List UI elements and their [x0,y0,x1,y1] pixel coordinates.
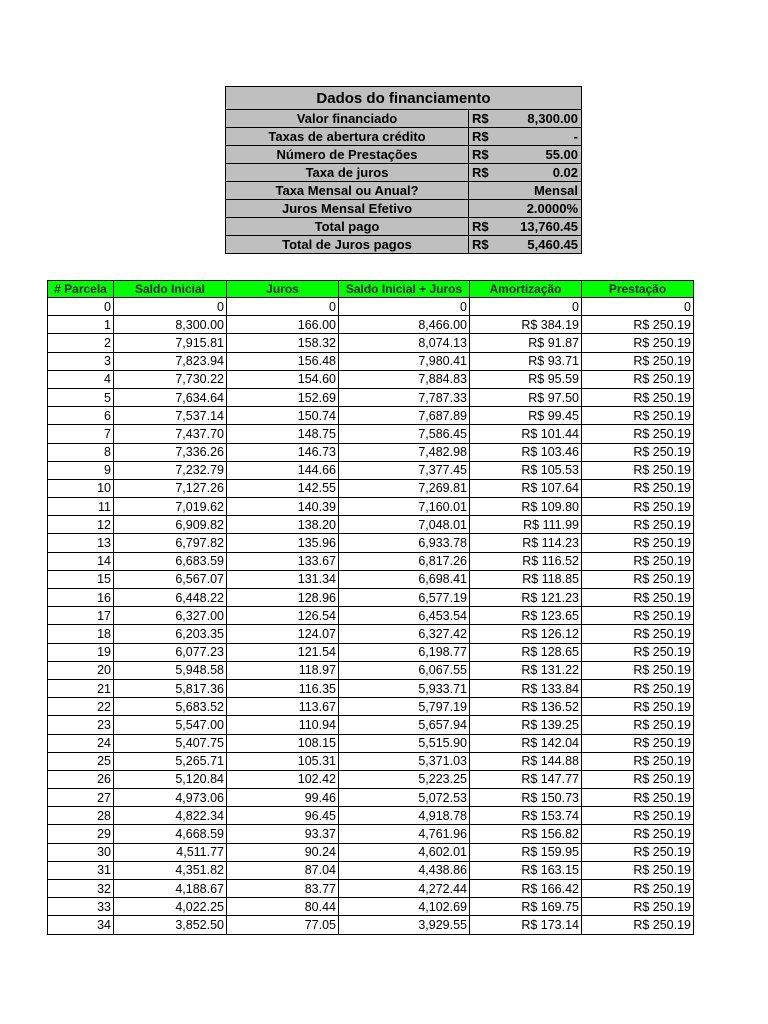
cell-saldo-juros: 5,797.19 [339,698,470,716]
cell-juros: 99.46 [227,789,339,807]
cell-saldo-inicial: 6,448.22 [114,589,227,607]
cell-parcela: 33 [48,898,114,916]
cell-amortizacao: R$ 163.15 [470,861,582,879]
cell-juros: 113.67 [227,698,339,716]
cell-juros: 108.15 [227,734,339,752]
cell-juros: 166.00 [227,316,339,334]
cell-saldo-juros: 6,198.77 [339,643,470,661]
cell-saldo-inicial: 4,022.25 [114,898,227,916]
summary-label: Valor financiado [226,110,469,128]
cell-saldo-inicial: 4,973.06 [114,789,227,807]
summary-row [226,182,582,200]
cell-saldo-juros: 3,929.55 [339,916,470,934]
cell-parcela: 24 [48,734,114,752]
cell-juros: 128.96 [227,589,339,607]
table-row [48,352,694,370]
cell-juros: 126.54 [227,607,339,625]
cell-prestacao: 0 [582,298,694,316]
table-row [48,298,694,316]
summary-row [226,200,582,218]
cell-prestacao: R$ 250.19 [582,370,694,388]
summary-title: Dados do financiamento [226,87,582,110]
cell-prestacao: R$ 250.19 [582,388,694,406]
cell-saldo-juros: 7,048.01 [339,516,470,534]
cell-prestacao: R$ 250.19 [582,643,694,661]
cell-prestacao: R$ 250.19 [582,352,694,370]
cell-saldo-juros: 5,072.53 [339,789,470,807]
cell-saldo-inicial: 7,437.70 [114,425,227,443]
cell-parcela: 5 [48,388,114,406]
cell-amortizacao: R$ 144.88 [470,752,582,770]
cell-saldo-juros: 6,698.41 [339,570,470,588]
cell-saldo-juros: 5,223.25 [339,770,470,788]
cell-parcela: 16 [48,589,114,607]
cell-saldo-juros: 8,466.00 [339,316,470,334]
table-row [48,643,694,661]
cell-juros: 158.32 [227,334,339,352]
cell-saldo-inicial: 4,511.77 [114,843,227,861]
summary-title-row [226,87,582,110]
cell-saldo-juros: 4,602.01 [339,843,470,861]
cell-prestacao: R$ 250.19 [582,479,694,497]
table-row [48,752,694,770]
cell-amortizacao: R$ 107.64 [470,479,582,497]
cell-saldo-inicial: 0 [114,298,227,316]
cell-amortizacao: R$ 150.73 [470,789,582,807]
cell-juros: 0 [227,298,339,316]
table-row [48,698,694,716]
cell-prestacao: R$ 250.19 [582,461,694,479]
summary-currency: R$ [469,164,509,182]
cell-juros: 156.48 [227,352,339,370]
cell-parcela: 30 [48,843,114,861]
cell-prestacao: R$ 250.19 [582,498,694,516]
cell-saldo-juros: 8,074.13 [339,334,470,352]
summary-value: 13,760.45 [509,218,582,236]
cell-saldo-inicial: 5,120.84 [114,770,227,788]
cell-parcela: 23 [48,716,114,734]
cell-prestacao: R$ 250.19 [582,770,694,788]
cell-saldo-inicial: 6,077.23 [114,643,227,661]
cell-prestacao: R$ 250.19 [582,698,694,716]
cell-prestacao: R$ 250.19 [582,625,694,643]
table-row [48,625,694,643]
financing-summary-table [225,86,582,254]
cell-saldo-juros: 6,933.78 [339,534,470,552]
cell-saldo-inicial: 4,822.34 [114,807,227,825]
cell-saldo-inicial: 7,336.26 [114,443,227,461]
table-row [48,898,694,916]
summary-value: - [509,128,582,146]
cell-prestacao: R$ 250.19 [582,316,694,334]
table-header-row [48,281,694,298]
cell-amortizacao: R$ 153.74 [470,807,582,825]
cell-parcela: 8 [48,443,114,461]
cell-juros: 144.66 [227,461,339,479]
table-row [48,370,694,388]
cell-saldo-inicial: 6,909.82 [114,516,227,534]
cell-saldo-juros: 4,102.69 [339,898,470,916]
cell-juros: 150.74 [227,407,339,425]
cell-prestacao: R$ 250.19 [582,752,694,770]
cell-juros: 152.69 [227,388,339,406]
cell-juros: 140.39 [227,498,339,516]
cell-juros: 110.94 [227,716,339,734]
cell-prestacao: R$ 250.19 [582,443,694,461]
cell-amortizacao: R$ 97.50 [470,388,582,406]
cell-saldo-inicial: 6,327.00 [114,607,227,625]
table-row [48,734,694,752]
cell-saldo-juros: 7,377.45 [339,461,470,479]
cell-prestacao: R$ 250.19 [582,534,694,552]
cell-amortizacao: R$ 159.95 [470,843,582,861]
table-row [48,334,694,352]
cell-saldo-juros: 5,933.71 [339,679,470,697]
cell-saldo-inicial: 5,407.75 [114,734,227,752]
cell-prestacao: R$ 250.19 [582,570,694,588]
cell-amortizacao: R$ 166.42 [470,880,582,898]
summary-label: Total pago [226,218,469,236]
cell-juros: 83.77 [227,880,339,898]
cell-juros: 96.45 [227,807,339,825]
cell-prestacao: R$ 250.19 [582,425,694,443]
cell-parcela: 20 [48,661,114,679]
cell-parcela: 6 [48,407,114,425]
table-row [48,516,694,534]
cell-parcela: 9 [48,461,114,479]
table-row [48,388,694,406]
cell-parcela: 13 [48,534,114,552]
cell-parcela: 34 [48,916,114,934]
summary-label: Total de Juros pagos [226,236,469,254]
cell-juros: 133.67 [227,552,339,570]
cell-saldo-inicial: 7,634.64 [114,388,227,406]
cell-prestacao: R$ 250.19 [582,661,694,679]
cell-prestacao: R$ 250.19 [582,861,694,879]
cell-amortizacao: R$ 105.53 [470,461,582,479]
cell-amortizacao: R$ 147.77 [470,770,582,788]
cell-juros: 116.35 [227,679,339,697]
cell-parcela: 0 [48,298,114,316]
summary-currency: R$ [469,218,509,236]
cell-saldo-juros: 6,067.55 [339,661,470,679]
cell-saldo-inicial: 4,668.59 [114,825,227,843]
table-row [48,861,694,879]
cell-saldo-inicial: 7,915.81 [114,334,227,352]
cell-saldo-inicial: 7,127.26 [114,479,227,497]
cell-juros: 121.54 [227,643,339,661]
summary-label: Taxa Mensal ou Anual? [226,182,469,200]
table-row [48,407,694,425]
cell-saldo-inicial: 6,203.35 [114,625,227,643]
cell-juros: 124.07 [227,625,339,643]
cell-juros: 93.37 [227,825,339,843]
table-row [48,534,694,552]
cell-juros: 102.42 [227,770,339,788]
cell-parcela: 11 [48,498,114,516]
cell-saldo-juros: 4,272.44 [339,880,470,898]
table-row [48,443,694,461]
table-row [48,679,694,697]
cell-saldo-juros: 6,817.26 [339,552,470,570]
cell-saldo-juros: 0 [339,298,470,316]
summary-row [226,110,582,128]
cell-parcela: 25 [48,752,114,770]
cell-amortizacao: R$ 93.71 [470,352,582,370]
cell-saldo-inicial: 4,188.67 [114,880,227,898]
cell-parcela: 22 [48,698,114,716]
cell-amortizacao: R$ 95.59 [470,370,582,388]
cell-parcela: 1 [48,316,114,334]
cell-prestacao: R$ 250.19 [582,734,694,752]
cell-amortizacao: R$ 136.52 [470,698,582,716]
cell-amortizacao: R$ 139.25 [470,716,582,734]
cell-saldo-inicial: 7,730.22 [114,370,227,388]
cell-amortizacao: R$ 103.46 [470,443,582,461]
summary-value: 55.00 [509,146,582,164]
cell-amortizacao: R$ 169.75 [470,898,582,916]
summary-label: Taxa de juros [226,164,469,182]
cell-saldo-juros: 4,761.96 [339,825,470,843]
table-row [48,807,694,825]
cell-prestacao: R$ 250.19 [582,607,694,625]
cell-prestacao: R$ 250.19 [582,789,694,807]
cell-parcela: 28 [48,807,114,825]
header-amortizacao: Amortização [470,281,582,298]
cell-juros: 80.44 [227,898,339,916]
cell-saldo-inicial: 5,948.58 [114,661,227,679]
cell-juros: 142.55 [227,479,339,497]
cell-parcela: 31 [48,861,114,879]
cell-parcela: 18 [48,625,114,643]
summary-value: 0.02 [509,164,582,182]
cell-saldo-inicial: 6,567.07 [114,570,227,588]
cell-parcela: 14 [48,552,114,570]
cell-prestacao: R$ 250.19 [582,916,694,934]
cell-amortizacao: R$ 133.84 [470,679,582,697]
cell-amortizacao: R$ 111.99 [470,516,582,534]
cell-parcela: 29 [48,825,114,843]
cell-parcela: 12 [48,516,114,534]
table-row [48,498,694,516]
cell-juros: 131.34 [227,570,339,588]
cell-saldo-juros: 5,657.94 [339,716,470,734]
table-row [48,607,694,625]
table-row [48,843,694,861]
cell-amortizacao: R$ 128.65 [470,643,582,661]
cell-parcela: 17 [48,607,114,625]
header-saldo-inicial: Saldo Inicial [114,281,227,298]
cell-juros: 118.97 [227,661,339,679]
cell-parcela: 26 [48,770,114,788]
cell-amortizacao: 0 [470,298,582,316]
table-row [48,789,694,807]
table-row [48,589,694,607]
summary-value: 2.0000% [469,200,582,218]
summary-value: Mensal [469,182,582,200]
cell-saldo-inicial: 7,823.94 [114,352,227,370]
cell-parcela: 3 [48,352,114,370]
summary-row [226,146,582,164]
cell-saldo-juros: 5,515.90 [339,734,470,752]
cell-prestacao: R$ 250.19 [582,825,694,843]
cell-saldo-inicial: 3,852.50 [114,916,227,934]
cell-amortizacao: R$ 91.87 [470,334,582,352]
cell-saldo-inicial: 4,351.82 [114,861,227,879]
cell-parcela: 2 [48,334,114,352]
summary-currency: R$ [469,146,509,164]
cell-amortizacao: R$ 131.22 [470,661,582,679]
cell-juros: 146.73 [227,443,339,461]
summary-label: Número de Prestações [226,146,469,164]
cell-parcela: 19 [48,643,114,661]
cell-prestacao: R$ 250.19 [582,843,694,861]
summary-currency: R$ [469,128,509,146]
cell-amortizacao: R$ 101.44 [470,425,582,443]
cell-amortizacao: R$ 156.82 [470,825,582,843]
header-prestacao: Prestação [582,281,694,298]
header-parcela: # Parcela [48,281,114,298]
cell-parcela: 7 [48,425,114,443]
summary-row [226,164,582,182]
cell-amortizacao: R$ 114.23 [470,534,582,552]
summary-value: 8,300.00 [509,110,582,128]
table-row [48,461,694,479]
summary-currency: R$ [469,236,509,254]
cell-saldo-inicial: 7,537.14 [114,407,227,425]
table-row [48,316,694,334]
cell-saldo-juros: 7,787.33 [339,388,470,406]
summary-label: Taxas de abertura crédito [226,128,469,146]
cell-parcela: 27 [48,789,114,807]
cell-amortizacao: R$ 121.23 [470,589,582,607]
cell-saldo-inicial: 6,797.82 [114,534,227,552]
table-row [48,880,694,898]
cell-prestacao: R$ 250.19 [582,516,694,534]
summary-row [226,128,582,146]
table-row [48,661,694,679]
cell-parcela: 15 [48,570,114,588]
header-saldo-juros: Saldo Inicial + Juros [339,281,470,298]
cell-saldo-inicial: 5,817.36 [114,679,227,697]
table-row [48,825,694,843]
cell-prestacao: R$ 250.19 [582,552,694,570]
cell-saldo-juros: 7,586.45 [339,425,470,443]
cell-prestacao: R$ 250.19 [582,589,694,607]
cell-amortizacao: R$ 142.04 [470,734,582,752]
cell-juros: 77.05 [227,916,339,934]
cell-saldo-inicial: 5,683.52 [114,698,227,716]
cell-saldo-juros: 6,453.54 [339,607,470,625]
cell-amortizacao: R$ 126.12 [470,625,582,643]
summary-row [226,218,582,236]
table-row [48,716,694,734]
cell-saldo-juros: 4,438.86 [339,861,470,879]
cell-juros: 87.04 [227,861,339,879]
summary-row [226,236,582,254]
summary-label: Juros Mensal Efetivo [226,200,469,218]
cell-prestacao: R$ 250.19 [582,880,694,898]
cell-saldo-inicial: 6,683.59 [114,552,227,570]
summary-currency: R$ [469,110,509,128]
cell-saldo-inicial: 7,232.79 [114,461,227,479]
cell-juros: 138.20 [227,516,339,534]
cell-juros: 90.24 [227,843,339,861]
cell-juros: 105.31 [227,752,339,770]
cell-saldo-juros: 7,160.01 [339,498,470,516]
summary-value: 5,460.45 [509,236,582,254]
cell-amortizacao: R$ 173.14 [470,916,582,934]
cell-amortizacao: R$ 118.85 [470,570,582,588]
cell-saldo-inicial: 5,265.71 [114,752,227,770]
cell-prestacao: R$ 250.19 [582,807,694,825]
cell-saldo-juros: 7,687.89 [339,407,470,425]
cell-saldo-juros: 7,269.81 [339,479,470,497]
cell-prestacao: R$ 250.19 [582,407,694,425]
cell-parcela: 4 [48,370,114,388]
cell-saldo-inicial: 5,547.00 [114,716,227,734]
cell-amortizacao: R$ 116.52 [470,552,582,570]
cell-prestacao: R$ 250.19 [582,716,694,734]
table-row [48,570,694,588]
cell-saldo-juros: 4,918.78 [339,807,470,825]
table-row [48,770,694,788]
table-row [48,552,694,570]
cell-saldo-juros: 7,980.41 [339,352,470,370]
cell-prestacao: R$ 250.19 [582,898,694,916]
cell-amortizacao: R$ 109.80 [470,498,582,516]
cell-juros: 148.75 [227,425,339,443]
cell-saldo-juros: 7,482.98 [339,443,470,461]
cell-saldo-juros: 7,884.83 [339,370,470,388]
header-juros: Juros [227,281,339,298]
cell-saldo-juros: 5,371.03 [339,752,470,770]
table-row [48,479,694,497]
table-row [48,425,694,443]
cell-parcela: 32 [48,880,114,898]
cell-amortizacao: R$ 99.45 [470,407,582,425]
cell-saldo-juros: 6,577.19 [339,589,470,607]
cell-amortizacao: R$ 384.19 [470,316,582,334]
cell-juros: 154.60 [227,370,339,388]
cell-parcela: 10 [48,479,114,497]
table-row [48,916,694,934]
cell-prestacao: R$ 250.19 [582,334,694,352]
amortization-table [47,280,694,935]
cell-juros: 135.96 [227,534,339,552]
cell-parcela: 21 [48,679,114,697]
cell-amortizacao: R$ 123.65 [470,607,582,625]
cell-saldo-inicial: 8,300.00 [114,316,227,334]
cell-saldo-inicial: 7,019.62 [114,498,227,516]
cell-saldo-juros: 6,327.42 [339,625,470,643]
cell-prestacao: R$ 250.19 [582,679,694,697]
